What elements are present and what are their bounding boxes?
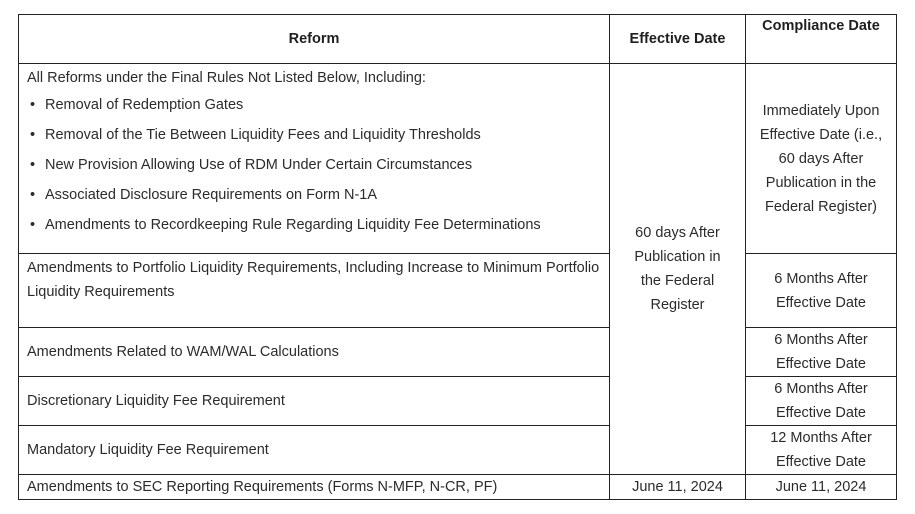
reform-text: Mandatory Liquidity Fee Requirement [27,442,269,458]
list-item: • Associated Disclosure Requirements on Form N-1A [27,180,601,210]
list-item: • Removal of Redemption Gates [27,90,601,120]
table-row-compliance [745,63,897,254]
reform-text: Amendments to Portfolio Liquidity Requirements, Including Increase to Minimum Portfolio Liquidity Requirements [27,260,600,300]
compliance-date-text: 6 Months After Effective Date [774,381,868,421]
effective-date-text: 60 days After Publication in the Federal Register [634,225,721,313]
table-row-compliance [745,474,897,500]
table-row-reform [18,474,610,500]
list-item: • New Provision Allowing Use of RDM Under Certain Circumstances [27,150,601,180]
table-row-reform [18,425,610,475]
reform-text: Amendments Related to WAM/WAL Calculations [27,344,339,360]
list-item: • Amendments to Recordkeeping Rule Regarding Liquidity Fee Determinations [27,210,601,240]
header-compliance-date: Compliance Date [745,14,897,64]
header-effective-date: Effective Date [609,14,746,64]
effective-date-text: June 11, 2024 [632,479,723,495]
table-row-effective [609,474,746,500]
reform-intro: All Reforms under the Final Rules Not Listed Below, Including: [27,70,426,86]
compliance-date-text: 6 Months After Effective Date [774,270,868,311]
reform-text: Amendments to SEC Reporting Requirements (Forms N-MFP, N-CR, PF) [27,479,498,495]
table-row-compliance [745,253,897,328]
compliance-date-text: June 11, 2024 [775,479,867,495]
reform-text: Discretionary Liquidity Fee Requirement [27,393,285,409]
table-row-compliance [745,376,897,426]
table-row-reform [18,327,610,377]
table-row-compliance [745,327,897,377]
compliance-date-text: Immediately Upon Effective Date (i.e., 60 days After Publication in the Federal Register) [759,102,883,215]
table-row-reform [18,253,610,328]
reform-table [18,14,897,500]
table-row-reform [18,376,610,426]
table-row-reform [18,63,610,254]
list-item: • Removal of the Tie Between Liquidity Fees and Liquidity Thresholds [27,120,601,150]
header-reform: Reform [18,14,610,64]
compliance-date-text: 6 Months After Effective Date [774,332,868,372]
merged-effective-date [609,63,746,475]
table-row-compliance [745,425,897,475]
reform-bullet-list [27,90,601,240]
compliance-date-text: 12 Months After Effective Date [770,430,872,470]
